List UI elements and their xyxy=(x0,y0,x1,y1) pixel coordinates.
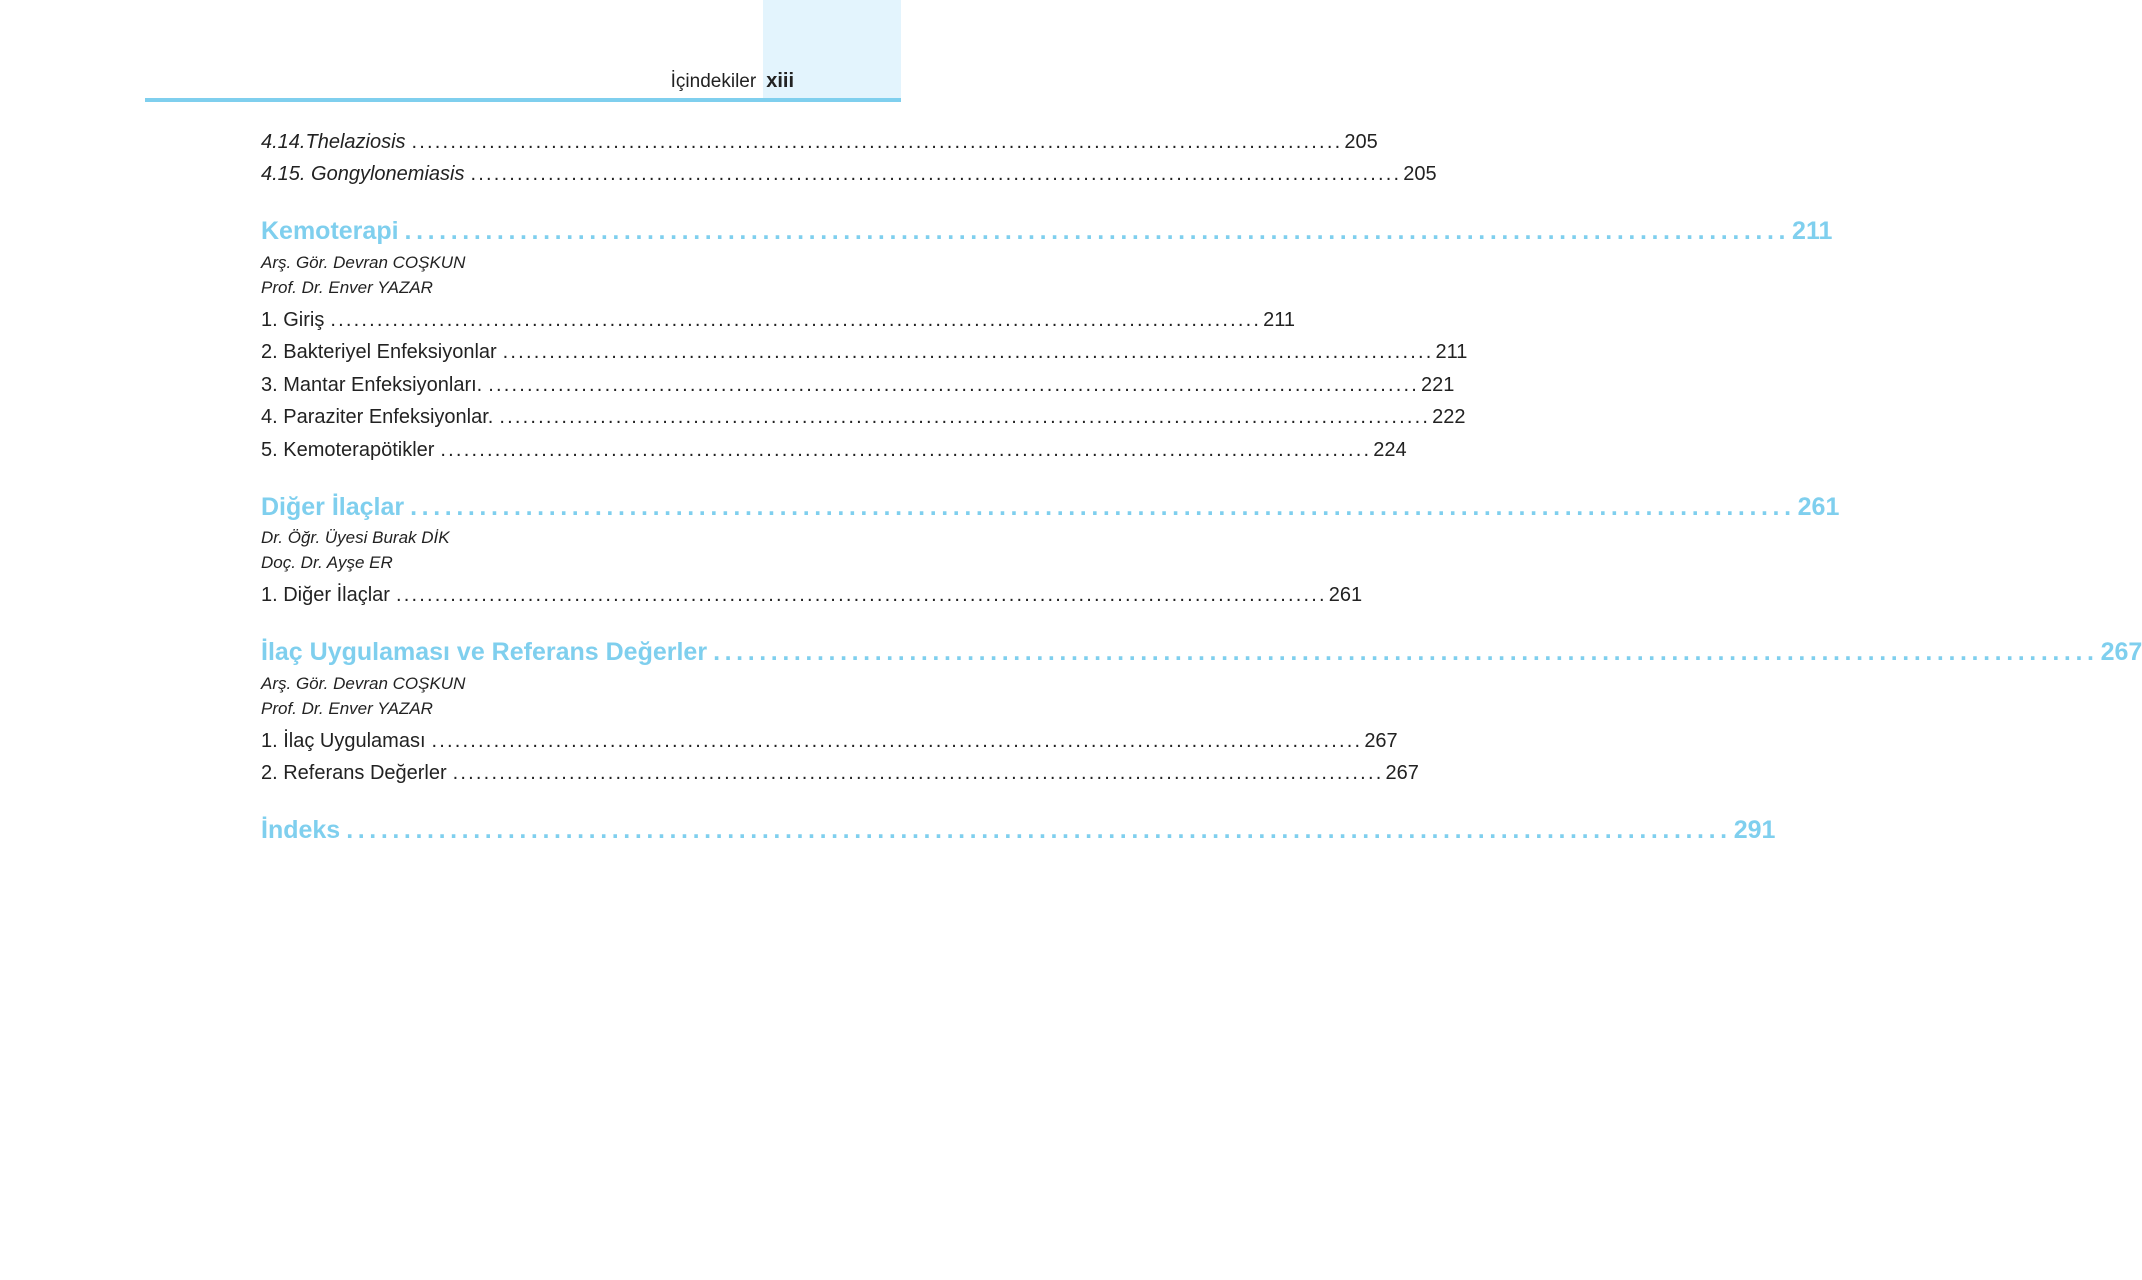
toc-entry-page: 205 xyxy=(1403,163,1437,185)
toc-leader: ........................................................................................................................ xyxy=(404,217,1791,245)
toc-entry[interactable] xyxy=(261,759,1419,787)
toc-leader: ........................................................................................................................ xyxy=(440,439,1372,461)
toc-leader: ........................................................................................................................ xyxy=(395,584,1327,606)
toc-entry-title: 1. İlaç Uygulaması xyxy=(261,730,426,752)
chapter-author: Arş. Gör. Devran COŞKUN xyxy=(261,253,466,272)
toc-entry-title: 3. Mantar Enfeksiyonları. xyxy=(261,374,483,396)
toc-entry-page: 261 xyxy=(1328,584,1363,606)
toc-leader: ........................................................................................................................ xyxy=(713,638,2099,666)
toc-leader: ........................................................................................................................ xyxy=(488,374,1420,396)
toc-entry-page: 211 xyxy=(1435,341,1468,363)
toc-entry-title: 1. Diğer İlaçlar xyxy=(261,584,390,606)
toc-leader: ........................................................................................................................ xyxy=(410,493,1796,521)
chapter-heading[interactable] xyxy=(261,490,1840,524)
chapter-title: İndeks xyxy=(261,816,341,844)
toc-entry-page: 221 xyxy=(1421,374,1455,396)
toc-entry-title: 4.15. Gongylonemiasis xyxy=(261,163,465,185)
chapter-author: Arş. Gör. Devran COŞKUN xyxy=(261,674,466,693)
toc-entry[interactable] xyxy=(261,403,1466,431)
chapter-author: Prof. Dr. Enver YAZAR xyxy=(261,278,433,297)
toc-entry-title: 2. Bakteriyel Enfeksiyonlar xyxy=(261,341,497,363)
toc-leader: ........................................................................................................................ xyxy=(346,816,1732,844)
toc-leader: ........................................................................................................................ xyxy=(431,730,1363,752)
toc-entry-page: 205 xyxy=(1344,131,1378,153)
chapter-page: 267 xyxy=(2100,638,2142,666)
toc-entry[interactable] xyxy=(261,306,1296,334)
page-number: xiii xyxy=(766,70,794,92)
toc-leader: ........................................................................................................................ xyxy=(502,341,1434,363)
toc-leader: ........................................................................................................................ xyxy=(411,131,1343,153)
chapter-title: Kemoterapi xyxy=(261,217,399,245)
toc-entry[interactable] xyxy=(261,128,1378,156)
toc-entry[interactable] xyxy=(261,581,1363,609)
toc-entry-title: 5. Kemoterapötikler xyxy=(261,439,435,461)
toc-entry[interactable] xyxy=(261,436,1407,464)
toc-leader: ........................................................................................................................ xyxy=(470,163,1402,185)
chapter-title: Diğer İlaçlar xyxy=(261,493,405,521)
chapter-heading[interactable] xyxy=(261,214,1833,248)
chapter-author: Dr. Öğr. Üyesi Burak DİK xyxy=(261,528,450,547)
toc-entry-title: 1. Giriş xyxy=(261,309,325,331)
toc-entry-title: 4. Paraziter Enfeksiyonlar. xyxy=(261,406,494,428)
chapter-title: İlaç Uygulaması ve Referans Değerler xyxy=(261,638,708,666)
toc-leader: ........................................................................................................................ xyxy=(452,762,1384,784)
toc-leader: ........................................................................................................................ xyxy=(330,309,1262,331)
chapter-page: 261 xyxy=(1797,493,1840,521)
toc-entry-page: 267 xyxy=(1364,730,1398,752)
toc-entry-page: 267 xyxy=(1385,762,1419,784)
chapter-author: Doç. Dr. Ayşe ER xyxy=(261,553,393,572)
chapter-heading[interactable] xyxy=(261,635,2142,669)
toc-entry[interactable] xyxy=(261,371,1455,399)
toc-entry-page: 211 xyxy=(1263,309,1296,331)
chapter-page: 211 xyxy=(1792,217,1833,245)
chapter-page: 291 xyxy=(1733,816,1776,844)
toc-entry-page: 224 xyxy=(1373,439,1407,461)
running-header-title: İçindekiler xyxy=(670,71,757,92)
toc-entry[interactable] xyxy=(261,160,1437,188)
chapter-heading[interactable] xyxy=(261,813,1776,847)
toc-entry-title: 4.14.Thelaziosis xyxy=(261,131,406,153)
toc-leader: ........................................................................................................................ xyxy=(499,406,1431,428)
toc-entry-title: 2. Referans Değerler xyxy=(261,762,447,784)
toc-entry[interactable] xyxy=(261,727,1398,755)
toc-entry-page: 222 xyxy=(1432,406,1466,428)
toc-entry[interactable] xyxy=(261,338,1468,366)
chapter-author: Prof. Dr. Enver YAZAR xyxy=(261,699,433,718)
